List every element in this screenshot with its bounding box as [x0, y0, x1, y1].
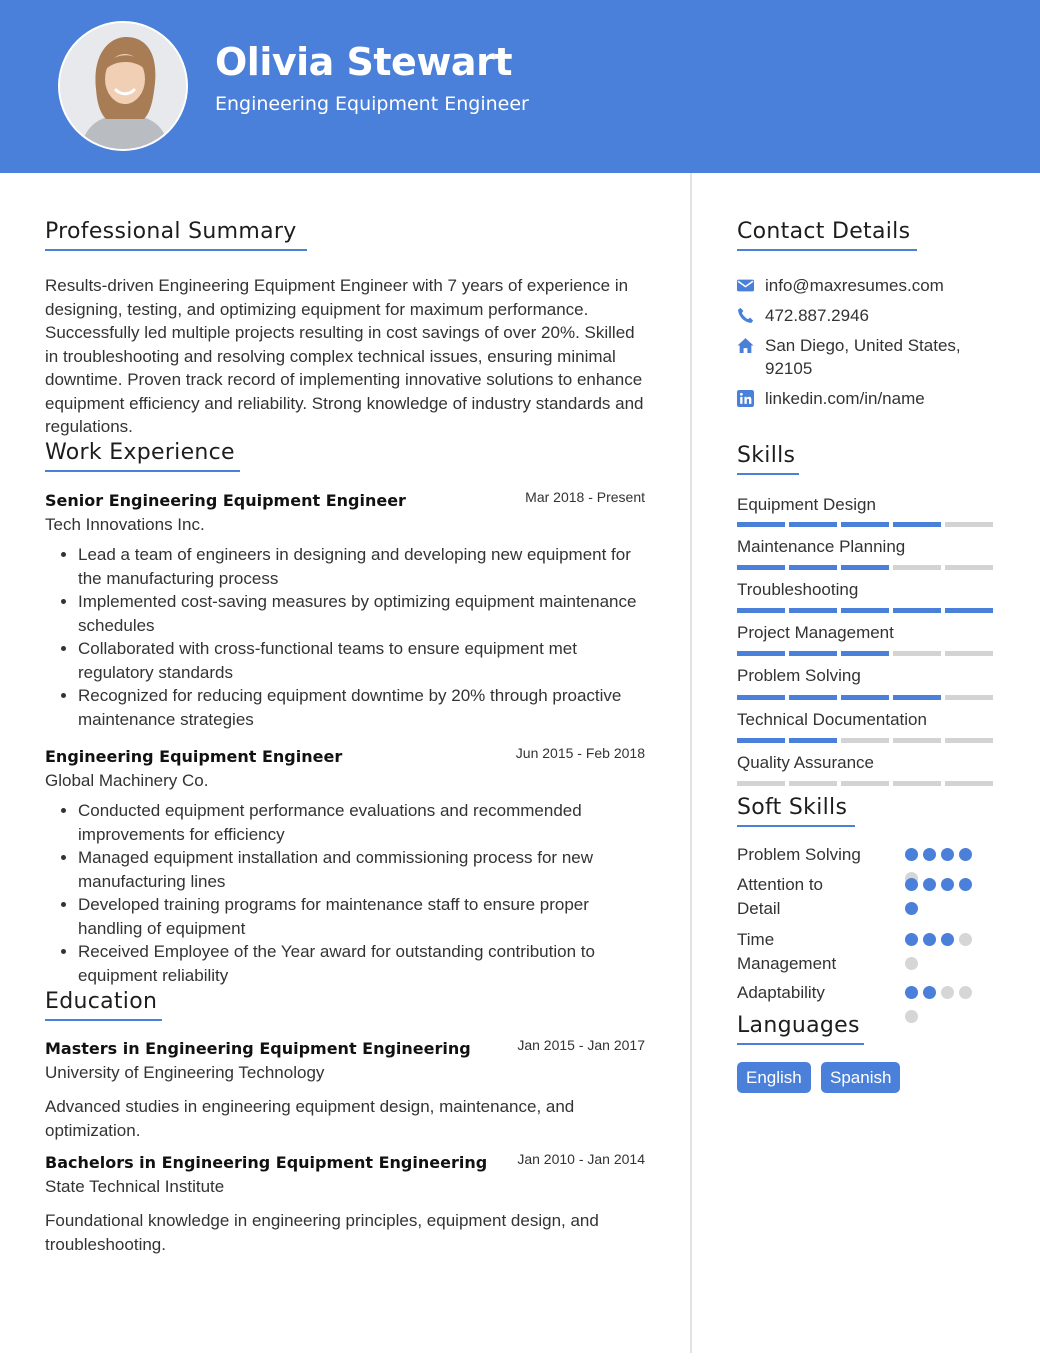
column-divider [690, 173, 692, 1353]
skill-name: Project Management [737, 623, 894, 642]
job-dates: Mar 2018 - Present [525, 489, 645, 505]
email-icon [737, 277, 754, 294]
rating-dot [941, 848, 954, 861]
skill-level-segment [893, 565, 941, 570]
skill-level-segment [893, 738, 941, 743]
soft-skill-rating [905, 878, 985, 918]
skill-level-bar [737, 695, 993, 700]
skill-level-segment [737, 695, 785, 700]
skill-level-bar [737, 781, 993, 786]
skill-level-segment [841, 608, 889, 613]
degree: Bachelors in Engineering Equipment Engineering [45, 1153, 488, 1172]
job-bullet: • Developed training programs for maintenance staff to ensure proper handling of equipment [78, 893, 645, 940]
skill-name: Problem Solving [737, 666, 861, 685]
skill-level-segment [737, 608, 785, 613]
soft-skill-rating [905, 933, 985, 973]
contact-email-text: info@maxresumes.com [765, 276, 944, 295]
home-icon [737, 337, 754, 354]
skill-level-segment [789, 738, 837, 743]
skill-level-segment [737, 522, 785, 527]
rating-dot [905, 933, 918, 946]
languages-heading: Languages [737, 1013, 864, 1045]
skill-name: Equipment Design [737, 495, 876, 514]
skill-level-segment [945, 738, 993, 743]
rating-dot [905, 902, 918, 915]
skill-level-segment [893, 608, 941, 613]
skill-level-segment [945, 565, 993, 570]
education-heading: Education [45, 989, 162, 1021]
rating-dot [959, 878, 972, 891]
rating-dot [923, 986, 936, 999]
skill-level-segment [945, 651, 993, 656]
education-dates: Jan 2010 - Jan 2014 [517, 1151, 645, 1167]
soft-skills-heading: Soft Skills [737, 795, 855, 827]
skill-name: Quality Assurance [737, 753, 875, 772]
soft-skill-rating [905, 986, 985, 1026]
soft-skill-name: Problem Solving [737, 845, 861, 864]
skill-level-segment [737, 738, 785, 743]
contact-heading: Contact Details [737, 219, 917, 251]
rating-dot [905, 986, 918, 999]
skill-level-segment [737, 565, 785, 570]
job-role: Engineering Equipment Engineer [45, 747, 343, 766]
skill-level-bar [737, 608, 993, 613]
skill-level-segment [841, 565, 889, 570]
soft-skill-name: Adaptability [737, 983, 825, 1002]
soft-skill-name: Time Management [737, 930, 837, 973]
job-bullet: • Managed equipment installation and commissioning process for new manufacturing lines [78, 846, 645, 893]
contact-phone-text: 472.887.2946 [765, 306, 869, 325]
skill-level-segment [841, 781, 889, 786]
skill-level-bar [737, 651, 993, 656]
job-bullet: • Conducted equipment performance evaluations and recommended improvements for efficiency [78, 799, 645, 846]
skill-level-segment [841, 695, 889, 700]
job-dates: Jun 2015 - Feb 2018 [515, 745, 645, 761]
rating-dot [959, 848, 972, 861]
skill-level-segment [841, 651, 889, 656]
job-bullets [45, 543, 645, 731]
skill-level-segment [789, 651, 837, 656]
job-bullet: • Received Employee of the Year award for outstanding contribution to equipment reliability [78, 940, 645, 987]
skill-level-segment [945, 608, 993, 613]
job-bullet: • Lead a team of engineers in designing and developing new equipment for the manufacturing process [78, 543, 645, 590]
job-bullet: • Collaborated with cross-functional teams to ensure equipment met regulatory standards [78, 637, 645, 684]
skill-level-segment [737, 651, 785, 656]
rating-dot [941, 933, 954, 946]
school: State Technical Institute [45, 1177, 225, 1196]
skill-level-segment [893, 695, 941, 700]
contact-address-text: San Diego, United States, 92105 [765, 336, 961, 378]
rating-dot [923, 933, 936, 946]
contact-linkedin-text: linkedin.com/in/name [765, 389, 925, 408]
rating-dot [905, 848, 918, 861]
education-dates: Jan 2015 - Jan 2017 [517, 1037, 645, 1053]
skill-level-segment [893, 522, 941, 527]
degree: Masters in Engineering Equipment Engineering [45, 1039, 471, 1058]
rating-dot [905, 1010, 918, 1023]
rating-dot [941, 878, 954, 891]
rating-dot [959, 986, 972, 999]
rating-dot [905, 957, 918, 970]
skill-level-segment [893, 781, 941, 786]
rating-dot [905, 878, 918, 891]
skills-heading: Skills [737, 443, 799, 475]
skill-level-segment [789, 695, 837, 700]
skill-level-segment [841, 522, 889, 527]
language-tag: Spanish [821, 1062, 900, 1093]
skill-level-segment [789, 565, 837, 570]
soft-skill-name: Attention to Detail [737, 875, 824, 918]
job-company: Tech Innovations Inc. [45, 515, 205, 534]
skill-level-segment [841, 738, 889, 743]
skill-name: Troubleshooting [737, 580, 859, 599]
job-bullet: • Recognized for reducing equipment downtime by 20% through proactive maintenance strategies [78, 684, 645, 731]
experience-heading: Work Experience [45, 440, 240, 472]
job-company: Global Machinery Co. [45, 771, 209, 790]
summary-heading: Professional Summary [45, 219, 307, 251]
skill-level-segment [945, 781, 993, 786]
rating-dot [941, 986, 954, 999]
school: University of Engineering Technology [45, 1063, 325, 1082]
job-role: Senior Engineering Equipment Engineer [45, 491, 406, 510]
skill-level-segment [737, 781, 785, 786]
skill-level-segment [789, 781, 837, 786]
linkedin-icon [737, 390, 754, 407]
avatar [58, 21, 188, 151]
skill-level-segment [945, 695, 993, 700]
rating-dot [923, 848, 936, 861]
rating-dot [959, 933, 972, 946]
candidate-title: Engineering Equipment Engineer [215, 93, 529, 115]
education-description: Advanced studies in engineering equipment design, maintenance, and optimization. [45, 1097, 575, 1140]
skill-name: Maintenance Planning [737, 537, 906, 556]
skill-name: Technical Documentation [737, 710, 927, 729]
resume-header [0, 0, 1040, 173]
skill-level-segment [945, 522, 993, 527]
candidate-name: Olivia Stewart [215, 40, 512, 84]
profile-photo-icon [60, 23, 188, 151]
skill-level-segment [893, 651, 941, 656]
summary-text: Results-driven Engineering Equipment Engineer with 7 years of experience in designing, testing, and optimizing equipment for maximum performance. Successfully led multiple projects resulting in cost savings of over 20%. Skilled in troubleshooting and resolving complex technical issues, ensuring minimal downtime. Proven track record of implementing innovative solutions to enhance equipment efficiency and reliability. Strong knowledge of industry standards and regulations. [45, 276, 644, 436]
skill-level-bar [737, 738, 993, 743]
skill-level-segment [789, 522, 837, 527]
education-description: Foundational knowledge in engineering principles, equipment design, and troubleshooting. [45, 1211, 599, 1254]
skill-level-bar [737, 565, 993, 570]
phone-icon [737, 307, 754, 324]
job-bullet: • Implemented cost-saving measures by optimizing equipment maintenance schedules [78, 590, 645, 637]
job-bullets [45, 799, 645, 987]
skill-level-segment [789, 608, 837, 613]
skill-level-bar [737, 522, 993, 527]
language-tag: English [737, 1062, 811, 1093]
rating-dot [923, 878, 936, 891]
